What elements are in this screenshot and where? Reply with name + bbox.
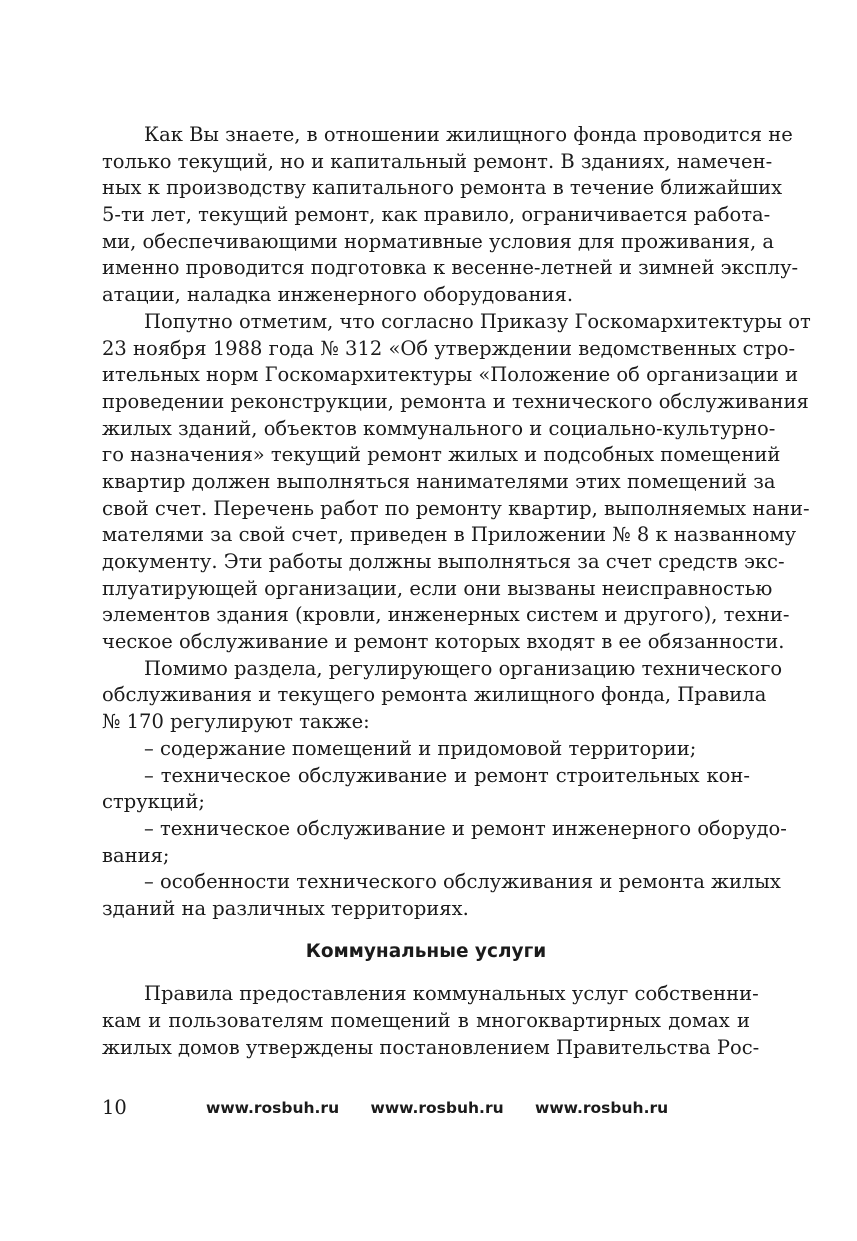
text-line: свой счет. Перечень работ по ремонту квартир, выполняемых нани-	[102, 496, 810, 520]
text-line: ительных норм Госкомархитектуры «Положение об организации и	[102, 363, 799, 387]
text-line: струкций;	[102, 790, 205, 814]
paragraph-gosstroy-order	[102, 309, 811, 656]
text-line: ми, обеспечивающими нормативные условия для проживания, а	[102, 229, 774, 253]
text-line: ческое обслуживание и ремонт которых входят в ее обязанности.	[102, 630, 785, 654]
text-line: ных к производству капитального ремонта в течение ближайших	[102, 176, 783, 200]
text-line: Попутно отметим, что согласно Приказу Госкомархитектуры от	[144, 309, 811, 333]
text-line: – содержание помещений и придомовой территории;	[144, 736, 697, 760]
text-line: жилых зданий, объектов коммунального и социально-культурно-	[102, 416, 776, 440]
section-heading: Коммунальные услуги	[305, 940, 547, 962]
footer-links	[206, 1095, 694, 1121]
text-line: именно проводится подготовка к весенне-летней и зимней эксплу-	[102, 256, 799, 280]
list-item	[102, 816, 787, 869]
text-line: проведении реконструкции, ремонта и технического обслуживания	[102, 389, 809, 413]
text-line: 5-ти лет, текущий ремонт, как правило, ограничивается работа-	[102, 203, 771, 227]
text-line: – техническое обслуживание и ремонт строительных кон-	[144, 763, 750, 787]
list-item	[102, 869, 781, 922]
text-line: документу. Эти работы должны выполняться за счет средств экс-	[102, 550, 785, 573]
text-line: Помимо раздела, регулирующего организацию технического	[144, 656, 783, 680]
footer-link: www.rosbuh.ru	[206, 1099, 340, 1117]
text-line: 23 ноября 1988 года № 312 «Об утверждении ведомственных стро-	[102, 336, 796, 360]
page-footer	[102, 1095, 750, 1121]
text-line: – особенности технического обслуживания и ремонта жилых	[144, 870, 781, 894]
text-line: только текущий, но и капитальный ремонт. В зданиях, намечен-	[102, 149, 773, 173]
page-number: 10	[102, 1096, 127, 1119]
page-text	[102, 122, 811, 1061]
text-line: атации, наладка инженерного оборудования.	[102, 283, 574, 307]
text-line: вания;	[102, 843, 170, 867]
text-line: Правила предоставления коммунальных услуг собственни-	[144, 982, 759, 1006]
text-line: обслуживания и текущего ремонта жилищного фонда, Правила	[102, 683, 767, 707]
text-line: зданий на различных территориях.	[102, 896, 469, 920]
footer-link: www.rosbuh.ru	[370, 1099, 504, 1117]
text-line: жилых домов утверждены постановлением Правительства Рос-	[102, 1035, 760, 1059]
text-line: плуатирующей организации, если они вызваны неисправностью	[102, 576, 773, 600]
text-line: Как Вы знаете, в отношении жилищного фонда проводится не	[144, 123, 793, 146]
paragraph-repair-types	[102, 122, 799, 309]
text-line: квартир должен выполняться нанимателями этих помещений за	[102, 469, 776, 493]
footer-link: www.rosbuh.ru	[535, 1099, 669, 1117]
list-item	[102, 736, 750, 763]
paragraph-rules-170	[102, 656, 783, 736]
text-line: го назначения» текущий ремонт жилых и подсобных помещений	[102, 443, 781, 467]
text-line: – техническое обслуживание и ремонт инженерного оборудо-	[144, 816, 787, 840]
list-item	[102, 763, 750, 816]
paragraph-utility-rules	[102, 981, 760, 1061]
text-line: № 170 регулируют также:	[102, 710, 370, 734]
text-line: элементов здания (кровли, инженерных систем и другого), техни-	[102, 603, 790, 627]
text-line: мателями за свой счет, приведен в Приложении № 8 к названному	[102, 523, 797, 547]
text-line: кам и пользователям помещений в многоквартирных домах и	[102, 1009, 750, 1032]
